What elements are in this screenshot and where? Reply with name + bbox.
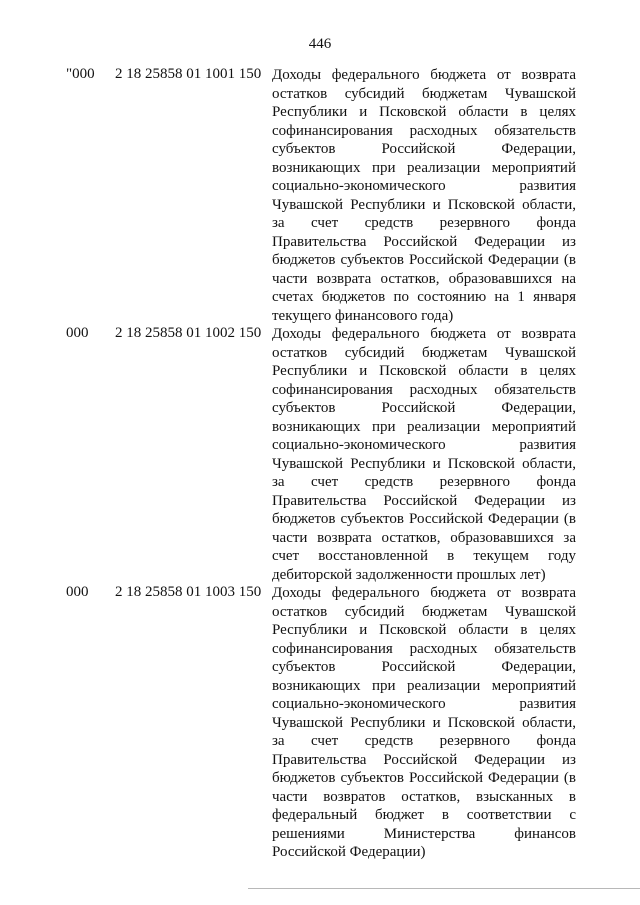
description-line: возникающих при реализации мероприятий <box>272 418 576 435</box>
description-line: части возврата остатков, образовавшихся за <box>272 529 576 546</box>
description-line: бюджетов субъектов Российской Федерации (в <box>272 252 576 268</box>
description-line: Республики и Псковской области в целях <box>272 104 576 120</box>
description-line: Правительства Российской Федерации из <box>272 233 576 250</box>
description-line: бюджетов субъектов Российской Федерации (в <box>272 511 576 527</box>
description-line: дебиторской задолженности прошлых лет) <box>272 566 546 583</box>
description-line: софинансирования расходных обязательств <box>272 381 576 398</box>
description-line: социально-экономического развития <box>272 437 576 453</box>
page-number: 446 <box>308 36 332 52</box>
description-line: Доходы федерального бюджета от возврата <box>272 326 576 342</box>
description-line: Доходы федерального бюджета от возврата <box>272 67 576 83</box>
description-line: Российской Федерации) <box>272 844 426 860</box>
description-line: софинансирования расходных обязательств <box>272 640 576 657</box>
administrator-code: 000 <box>66 584 89 600</box>
description-line: за счет средств резервного фонда <box>272 215 576 231</box>
budget-classification-code: 2 18 25858 01 1003 150 <box>115 584 262 600</box>
description-line: Правительства Российской Федерации из <box>272 492 576 509</box>
description-line: части возврата остатков, образовавшихся на <box>272 270 576 287</box>
revenue-description <box>272 66 576 325</box>
description-line: возникающих при реализации мероприятий <box>272 159 576 176</box>
budget-classification-code: 2 18 25858 01 1001 150 <box>115 66 262 82</box>
bottom-divider <box>248 888 640 889</box>
administrator-code: 000 <box>66 325 89 341</box>
description-line: Чувашской Республики и Псковской области, <box>272 455 576 472</box>
description-line: софинансирования расходных обязательств <box>272 122 576 139</box>
description-line: за счет средств резервного фонда <box>272 733 576 749</box>
description-line: счет восстановленной в текущем году <box>272 548 576 564</box>
description-line: части возвратов остатков, взысканных в <box>272 788 576 805</box>
description-line: субъектов Российской Федерации, <box>272 400 576 416</box>
description-line: Республики и Псковской области в целях <box>272 622 576 638</box>
description-line: социально-экономического развития <box>272 696 576 712</box>
revenue-code-list <box>0 66 640 862</box>
description-line: Республики и Псковской области в целях <box>272 363 576 379</box>
description-line: Чувашской Республики и Псковской области, <box>272 196 576 213</box>
administrator-code: "000 <box>66 66 95 82</box>
description-line: остатков субсидий бюджетам Чувашской <box>272 85 576 102</box>
description-line: решениями Министерства финансов <box>272 825 576 842</box>
description-line: остатков субсидий бюджетам Чувашской <box>272 603 576 620</box>
revenue-description <box>272 325 576 584</box>
revenue-code-entry <box>0 66 640 325</box>
description-line: субъектов Российской Федерации, <box>272 659 576 675</box>
description-line: Чувашской Республики и Псковской области, <box>272 714 576 731</box>
revenue-code-entry <box>0 584 640 862</box>
revenue-code-entry <box>0 325 640 584</box>
description-line: субъектов Российской Федерации, <box>272 141 576 157</box>
description-line: социально-экономического развития <box>272 178 576 194</box>
description-line: счетах бюджетов по состоянию на 1 января <box>272 289 576 305</box>
description-line: Доходы федерального бюджета от возврата <box>272 585 576 601</box>
description-line: Правительства Российской Федерации из <box>272 751 576 768</box>
description-line: за счет средств резервного фонда <box>272 474 576 490</box>
description-line: остатков субсидий бюджетам Чувашской <box>272 344 576 361</box>
revenue-description <box>272 584 576 862</box>
description-line: федеральный бюджет в соответствии с <box>272 807 576 823</box>
description-line: бюджетов субъектов Российской Федерации (в <box>272 770 576 786</box>
description-line: текущего финансового года) <box>272 307 454 324</box>
budget-classification-code: 2 18 25858 01 1002 150 <box>115 325 262 341</box>
description-line: возникающих при реализации мероприятий <box>272 677 576 694</box>
